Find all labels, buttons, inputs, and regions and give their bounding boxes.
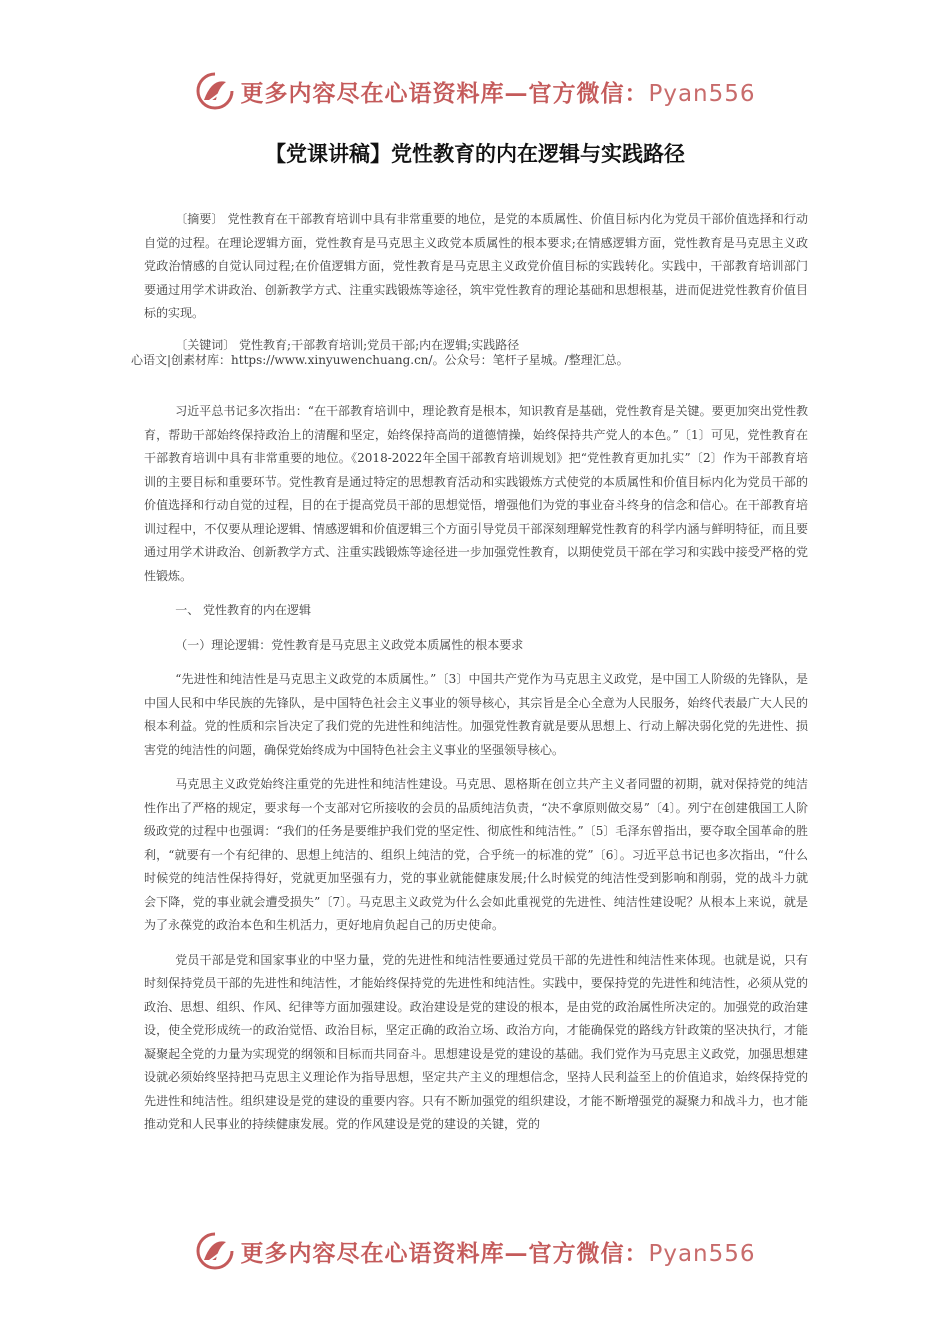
- source-line: 心语文|创素材库：https://www.xinyuwenchuang.cn/。公众号：笔杆子星城。/整理汇总。: [131, 353, 629, 367]
- abstract-label: 〔摘要〕: [175, 212, 224, 226]
- abstract-section: [144, 208, 808, 326]
- keywords-text: 党性教育;干部教育培训;党员干部;内在逻辑;实践路径: [239, 338, 520, 352]
- subsection-heading-1: （一）理论逻辑：党性教育是马克思主义政党本质属性的根本要求: [175, 637, 524, 652]
- watermark-text: 更多内容尽在心语资料库—官方微信：Pyan556: [240, 1239, 756, 1267]
- keywords-label: 〔关键词〕: [175, 338, 236, 352]
- page-title: 【党课讲稿】党性教育的内在逻辑与实践路径: [265, 142, 685, 166]
- body-paragraph-4: 党员干部是党和国家事业的中坚力量，党的先进性和纯洁性要通过党员干部的先进性和纯洁性来体现。也就是说，只有时刻保持党员干部的先进性和纯洁性，才能始终保持党的先进性和纯洁性。实践中，要保持党的先进性和纯洁性，必须从党的政治、思想、组织、作风、纪律等方面加强建设。政治建设是党的建设的根本，是由党的政治属性所决定的。加强党的政治建设，使全党形成统一的政治觉悟、政治目标，坚定正确的政治立场、政治方向，才能确保党的路线方针政策的坚决执行，才能凝聚起全党的力量为实现党的纲领和目标而共同奋斗。思想建设是党的建设的基础。我们党作为马克思主义政党，加强思想建设就必须始终坚持把马克思主义理论作为指导思想，坚定共产主义的理想信念，坚持人民利益至上的价值追求，始终保持党的先进性和纯洁性。组织建设是党的建设的重要内容。只有不断加强党的组织建设，才能不断增强党的凝聚力和战斗力，也才能推动党和人民事业的持续健康发展。党的作风建设是党的建设的关键，党的: [144, 952, 808, 1131]
- scroll-logo-icon: [194, 70, 236, 112]
- body-paragraph-1: 习近平总书记多次指出：“在干部教育培训中，理论教育是根本，知识教育是基础，党性教育是关键。要更加突出党性教育，帮助干部始终保持政治上的清醒和坚定，始终保持高尚的道德情操，始终保持共产党人的本色。”〔1〕可见，党性教育在干部教育培训中具有非常重要的地位。《2018-2022年全国干部教育培训规划》把“党性教育更加扎实”〔2〕作为干部教育培训的主要目标和重要环节。党性教育是通过特定的思想教育活动和实践锻炼方式使党的本质属性和价值目标内化为党员干部的价值选择和行动自觉的过程，目的在于提高党员干部的思想觉悟，增强他们为党的事业奋斗终身的信念和信心。在干部教育培训过程中，不仅要从理论逻辑、情感逻辑和价值逻辑三个方面引导党员干部深刻理解党性教育的科学内涵与鲜明特征，而且要通过用学术讲政治、创新教学方式、注重实践锻炼等途径进一步加强党性教育，以期使党员干部在学习和实践中接受严格的党性锻炼。: [144, 404, 808, 583]
- section-heading-1: 一、 党性教育的内在逻辑: [175, 603, 312, 617]
- wechat-id: Pyan556: [648, 1240, 756, 1267]
- body-paragraph-2: “先进性和纯洁性是马克思主义政党的本质属性。”〔3〕中国共产党作为马克思主义政党，是中国工人阶级的先锋队，是中国人民和中华民族的先锋队，是中国特色社会主义事业的领导核心，其宗旨是全心全意为人民服务，始终代表最广大人民的根本利益。党的性质和宗旨决定了我们党的先进性和纯洁性。加强党性教育就是要从思想上、行动上解决弱化党的先进性、损害党的纯洁性的问题，确保党始终成为中国特色社会主义事业的坚强领导核心。: [144, 672, 808, 757]
- watermark-text: 更多内容尽在心语资料库—官方微信：Pyan556: [240, 79, 756, 107]
- wechat-id: Pyan556: [648, 80, 756, 107]
- abstract-paragraph: [144, 208, 808, 326]
- watermark-banner-bottom: [0, 1226, 950, 1276]
- body-section: [144, 400, 808, 1148]
- watermark-banner-top: [0, 66, 950, 116]
- body-paragraph-3: 马克思主义政党始终注重党的先进性和纯洁性建设。马克思、恩格斯在创立共产主义者同盟的初期，就对保持党的纯洁性作出了严格的规定，要求每一个支部对它所接收的会员的品质纯洁负责，“决不拿原则做交易”〔4〕。列宁在创建俄国工人阶级政党的过程中也强调：“我们的任务是要维护我们党的坚定性、彻底性和纯洁性。”〔5〕毛泽东曾指出，要夺取全国革命的胜利，“就要有一个有纪律的、思想上纯洁的、组织上纯洁的党，合乎统一的标准的党”〔6〕。习近平总书记也多次指出，“什么时候党的纯洁性保持得好，党就更加坚强有力，党的事业就能健康发展;什么时候党的纯洁性受到影响和削弱，党的战斗力就会下降，党的事业就会遭受损失”〔7〕。马克思主义政党为什么会如此重视党的先进性、纯洁性建设呢？从根本上来说，就是为了永葆党的政治本色和生机活力，更好地肩负起自己的历史使命。: [144, 777, 808, 932]
- scroll-logo-icon: [194, 1230, 236, 1272]
- abstract-text: 党性教育在干部教育培训中具有非常重要的地位，是党的本质属性、价值目标内化为党员干部价值选择和行动自觉的过程。在理论逻辑方面，党性教育是马克思主义政党本质属性的根本要求;在情感逻辑方面，党性教育是马克思主义政党政治情感的自觉认同过程;在价值逻辑方面，党性教育是马克思主义政党价值目标的实践转化。实践中，干部教育培训部门要通过用学术讲政治、创新教学方式、注重实践锻炼等途径，筑牢党性教育的理论基础和思想根基，进而促进党性教育价值目标的实现。: [144, 212, 808, 320]
